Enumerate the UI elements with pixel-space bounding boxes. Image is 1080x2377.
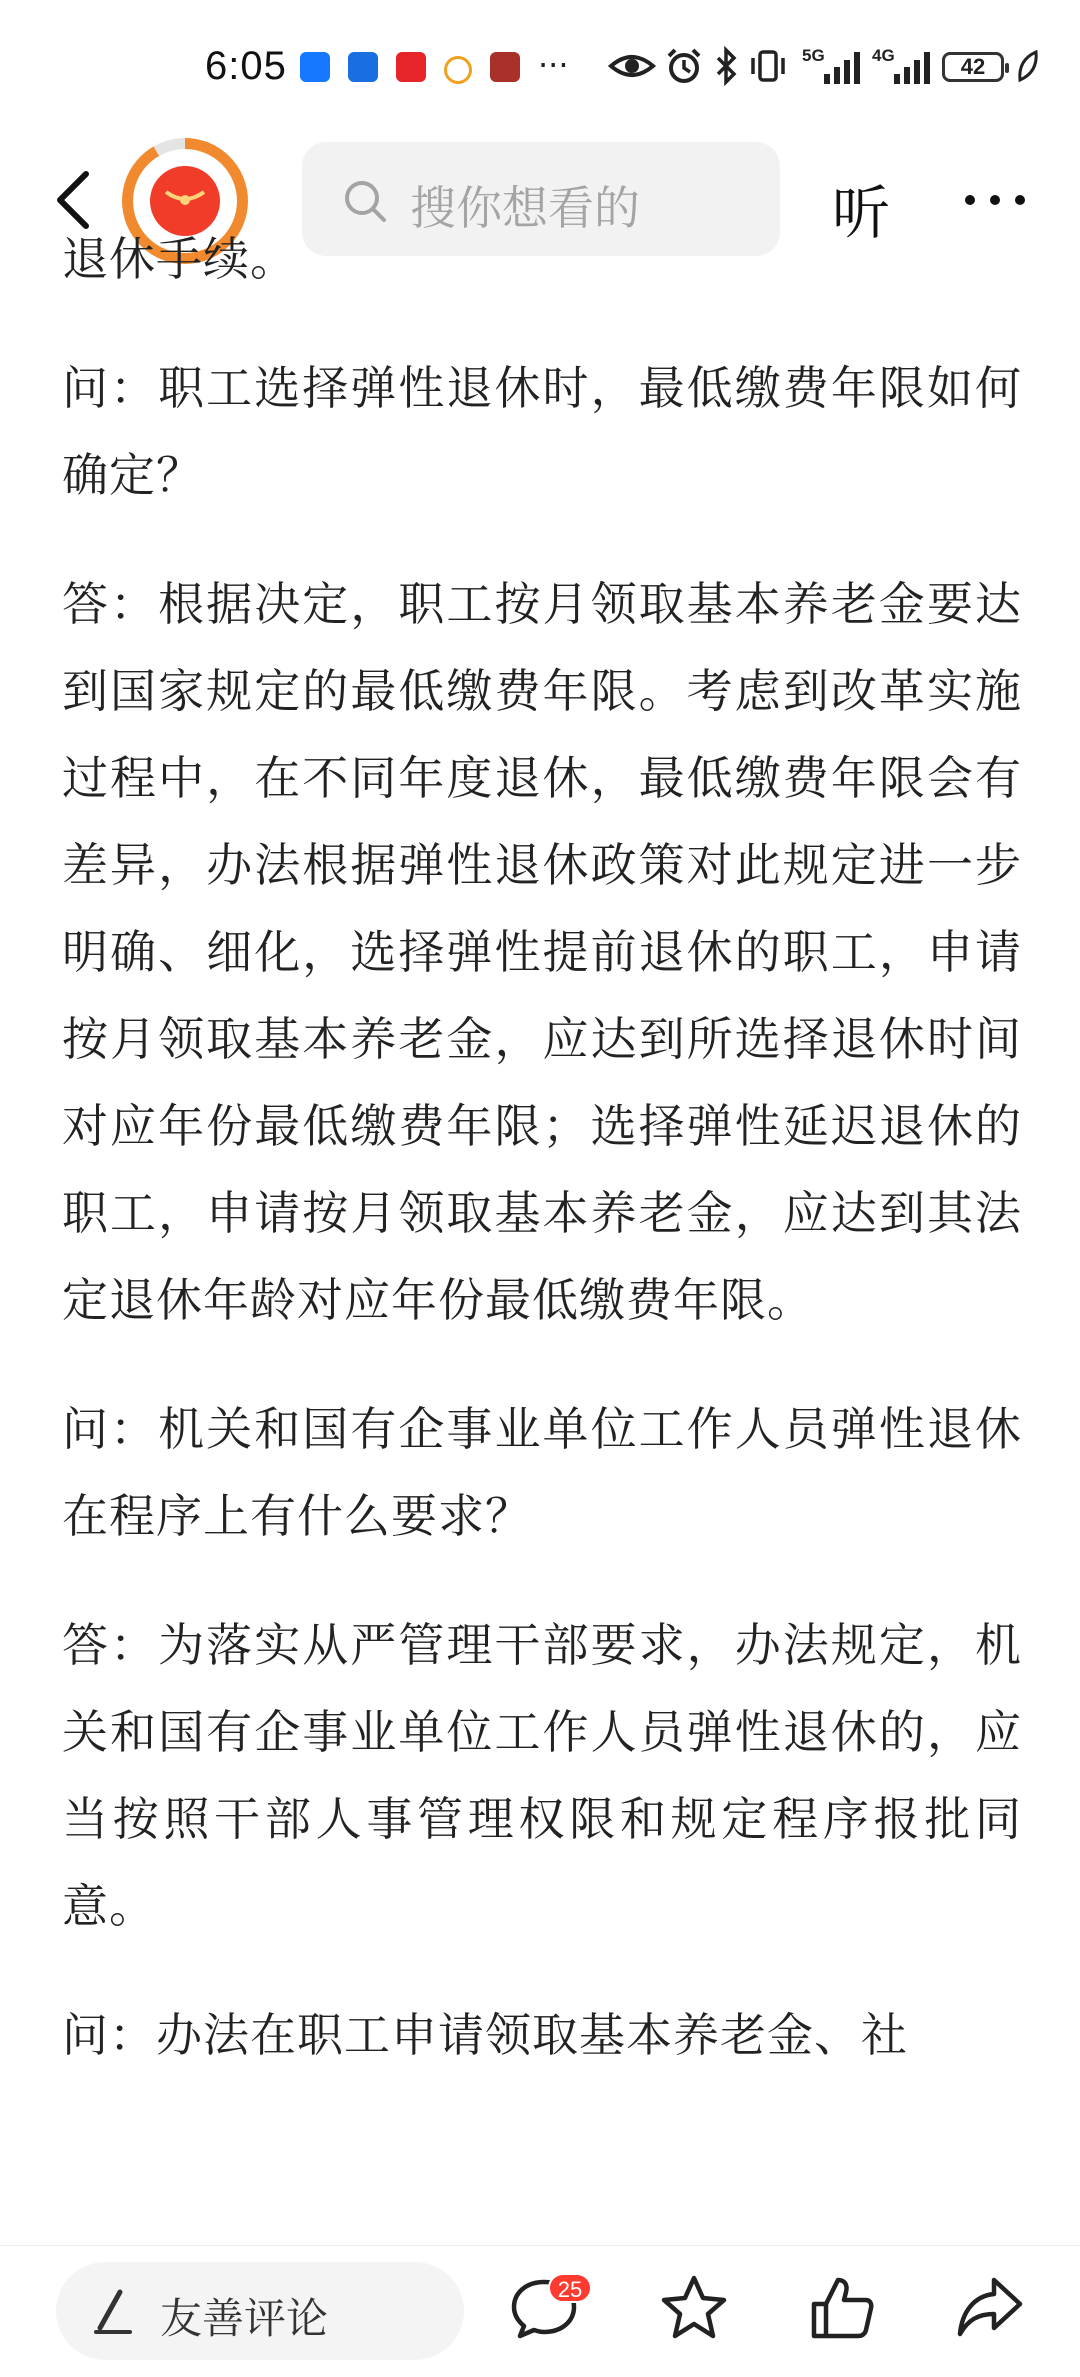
status-time: 6:05	[205, 44, 287, 88]
article-paragraph: 答：为落实从严管理干部要求，办法规定，机关和国有企事业单位工作人员弹性退休的，应当按照干部人事管理权限和规定程序报批同意。	[62, 1618, 1022, 1933]
article-paragraph: 答：根据决定，职工按月领取基本养老金要达到国家规定的最低缴费年限。考虑到改革实施过程中，在不同年度退休，最低缴费年限会有差异，办法根据弹性退休政策对此规定进一步明确、细化，选择弹性提前退休的职工，申请按月领取基本养老金，应达到所选择退休时间对应年份最低缴费年限；选择弹性延迟退休的职工，申请按月领取基本养老金，应达到其法定退休年龄对应年份最低缴费年限。	[62, 577, 1022, 1327]
signal-icon	[892, 46, 936, 86]
article-paragraph: 问：职工选择弹性退休时，最低缴费年限如何确定？	[62, 361, 1022, 502]
more-notifications-icon: ···	[538, 46, 569, 84]
network-4g-label: 4G	[872, 46, 895, 65]
thumbs-up-icon[interactable]	[806, 2272, 878, 2344]
comment-placeholder: 友善评论	[160, 2294, 329, 2343]
pen-icon	[90, 2288, 136, 2336]
signal-icon	[822, 46, 866, 86]
bluetooth-icon	[714, 46, 740, 86]
more-icon[interactable]	[960, 188, 1030, 212]
article-paragraph: 问：办法在职工申请领取基本养老金、社	[62, 2008, 908, 2062]
listen-button[interactable]: 听	[832, 179, 891, 247]
article-paragraph: 退休手续。	[62, 232, 297, 286]
article-paragraph: 问：机关和国有企事业单位工作人员弹性退休在程序上有什么要求？	[62, 1402, 1022, 1543]
comment-count-badge: 25	[548, 2273, 592, 2303]
article-body	[62, 232, 1022, 2245]
app-notification-icon	[444, 56, 472, 84]
app-notification-icon	[490, 52, 520, 82]
status-bar	[0, 0, 1080, 130]
alipay-notification-icon	[300, 52, 330, 82]
comment-input[interactable]	[56, 2262, 464, 2360]
battery-icon: 42	[942, 52, 1004, 82]
search-placeholder: 搜你想看的	[410, 181, 640, 235]
bottom-action-bar	[0, 2245, 1080, 2377]
star-icon[interactable]	[658, 2272, 730, 2344]
vibrate-icon	[748, 46, 788, 86]
share-icon[interactable]	[954, 2272, 1026, 2344]
leaf-icon	[1016, 46, 1040, 86]
network-5g-label: 5G	[802, 46, 825, 65]
app-notification-icon	[396, 52, 426, 82]
app-notification-icon	[348, 52, 378, 82]
eye-icon	[608, 46, 656, 86]
alarm-icon	[664, 46, 704, 86]
